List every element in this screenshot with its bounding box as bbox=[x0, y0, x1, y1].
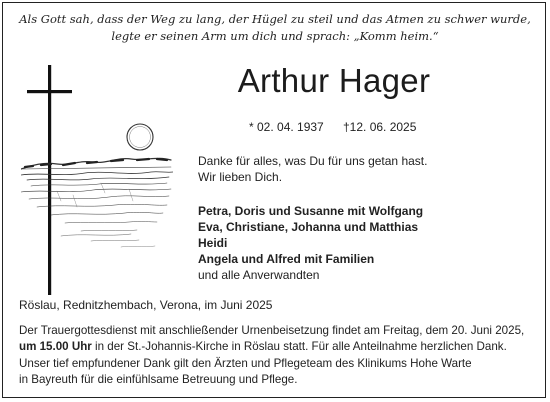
notice-line-2 bbox=[19, 339, 524, 355]
mourners-list bbox=[198, 203, 423, 283]
deceased-name: Arthur Hager bbox=[237, 62, 431, 99]
notice-line-2-rest: in der St.-Johannis-Kirche in Röslau statt. Für alle Anteilnahme herzlichen Dank. bbox=[91, 340, 507, 354]
mourner-line: Petra, Doris und Susanne mit Wolfgang bbox=[198, 204, 424, 218]
poem bbox=[3, 11, 546, 45]
hills-drawing bbox=[21, 158, 173, 247]
notice-line-3: Unser tief empfundener Dank gilt den Ärzten und Pflegeteam des Klinikums Hohe Warte bbox=[19, 356, 472, 370]
death-date: †12. 06. 2025 bbox=[343, 120, 417, 134]
notice-line-1: Der Trauergottesdienst mit anschließender Urnenbeisetzung findet am Freitag, dem 20. Juni 2025, bbox=[19, 324, 525, 337]
thanks-message bbox=[198, 153, 427, 185]
mourner-line: und alle Anverwandten bbox=[198, 268, 320, 282]
poem-line-2: legte er seinen Arm um dich und sprach: „Komm heim.“ bbox=[111, 29, 439, 43]
funeral-notice bbox=[19, 323, 524, 389]
mourner-line: Angela und Alfred mit Familien bbox=[198, 252, 375, 266]
birth-date: * 02. 04. 1937 bbox=[249, 120, 324, 134]
obituary-card bbox=[2, 2, 546, 398]
thanks-line-2: Wir lieben Dich. bbox=[198, 170, 283, 184]
landscape-artwork bbox=[21, 65, 173, 295]
thanks-line-1: Danke für alles, was Du für uns getan hast. bbox=[198, 154, 428, 168]
mourner-line: Eva, Christiane, Johanna und Matthias bbox=[198, 220, 419, 234]
sun-icon bbox=[127, 124, 153, 150]
notice-line-4: in Bayreuth für die einfühlsame Betreuung und Pflege. bbox=[19, 373, 298, 387]
poem-line-1: Als Gott sah, dass der Weg zu lang, der Hügel zu steil und das Atmen zu schwer wurde, bbox=[19, 12, 531, 26]
service-time: um 15.00 Uhr bbox=[19, 340, 92, 354]
mourner-line: Heidi bbox=[198, 236, 228, 250]
place-and-date: Röslau, Rednitzhembach, Verona, im Juni 2025 bbox=[19, 298, 273, 312]
